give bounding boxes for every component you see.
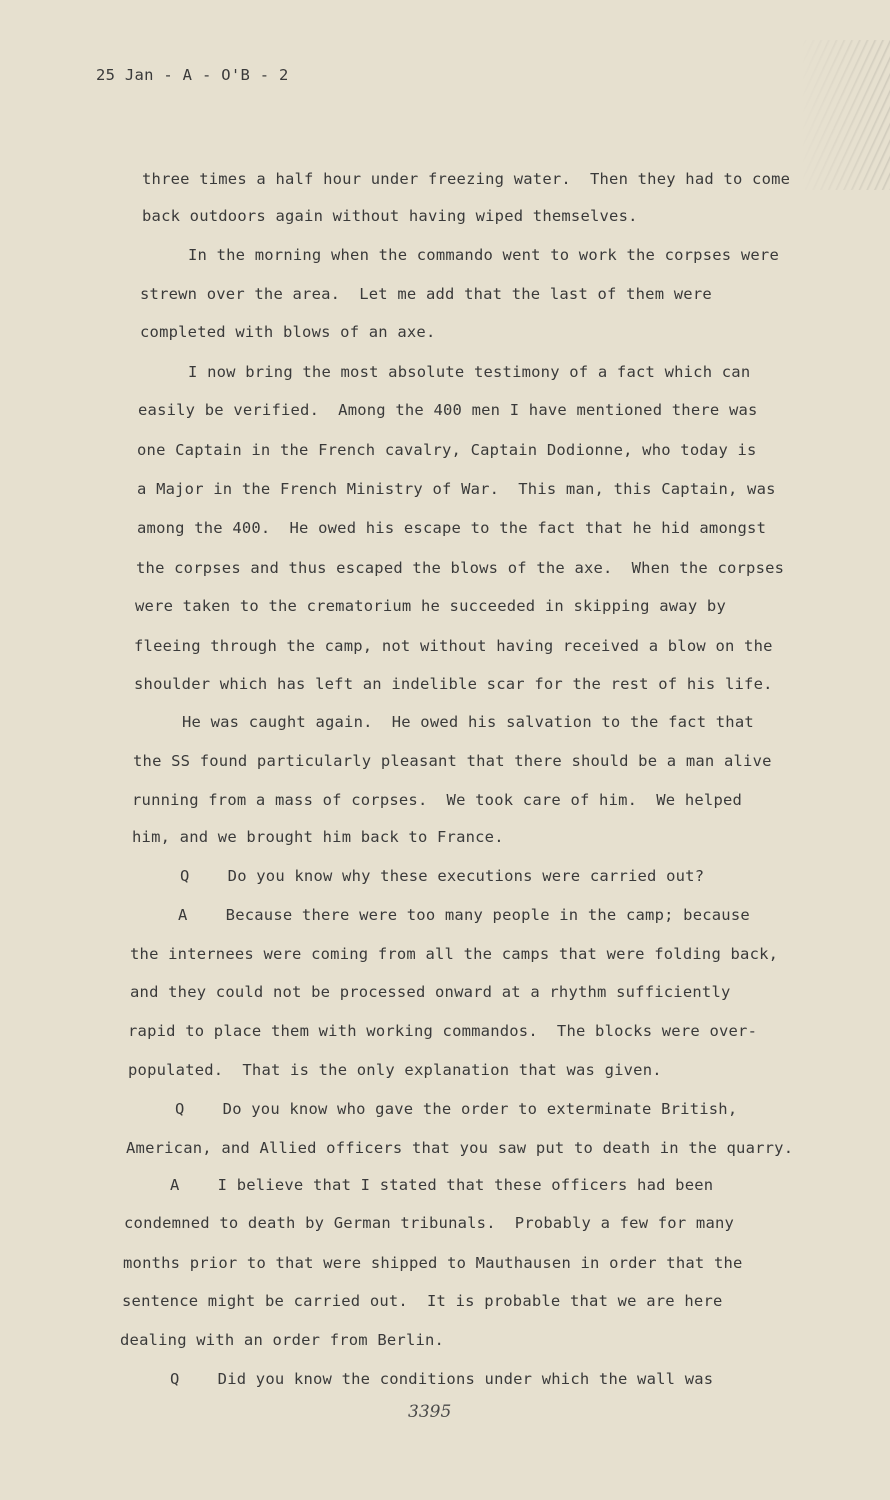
text-line: and they could not be processed onward at a rhythm sufficiently xyxy=(130,983,731,1001)
page-edge-wear xyxy=(800,40,890,190)
text-line: shoulder which has left an indelible scar for the rest of his life. xyxy=(134,675,773,693)
text-line: I now bring the most absolute testimony of a fact which can xyxy=(188,363,751,381)
text-line: dealing with an order from Berlin. xyxy=(120,1331,445,1349)
text-line: a Major in the French Ministry of War. This man, this Captain, was xyxy=(137,480,776,498)
page-header: 25 Jan - A - O'B - 2 xyxy=(96,66,289,84)
text-line: among the 400. He owed his escape to the fact that he hid amongst xyxy=(137,519,767,537)
text-line: A I believe that I stated that these officers had been xyxy=(170,1176,714,1194)
text-line: He was caught again. He owed his salvation to the fact that xyxy=(182,713,754,731)
text-line: fleeing through the camp, not without having received a blow on the xyxy=(134,637,773,655)
text-line: the corpses and thus escaped the blows of the axe. When the corpses xyxy=(136,559,785,577)
text-line: Q Do you know why these executions were carried out? xyxy=(180,867,705,885)
text-line: rapid to place them with working commandos. The blocks were over- xyxy=(128,1022,758,1040)
text-line: back outdoors again without having wiped themselves. xyxy=(142,207,638,225)
text-line: months prior to that were shipped to Mauthausen in order that the xyxy=(123,1254,743,1272)
text-line: the internees were coming from all the camps that were folding back, xyxy=(130,945,779,963)
text-line: strewn over the area. Let me add that the last of them were xyxy=(140,285,712,303)
text-line: A Because there were too many people in the camp; because xyxy=(178,906,750,924)
text-line: condemned to death by German tribunals. Probably a few for many xyxy=(124,1214,735,1232)
text-line: him, and we brought him back to France. xyxy=(132,828,504,846)
text-line: Q Did you know the conditions under which the wall was xyxy=(170,1370,714,1388)
text-line: In the morning when the commando went to work the corpses were xyxy=(188,246,779,264)
text-line: the SS found particularly pleasant that there should be a man alive xyxy=(133,752,772,770)
text-line: one Captain in the French cavalry, Captain Dodionne, who today is xyxy=(137,441,757,459)
text-line: easily be verified. Among the 400 men I have mentioned there was xyxy=(138,401,758,419)
text-line: were taken to the crematorium he succeeded in skipping away by xyxy=(135,597,726,615)
page-number: 3395 xyxy=(408,1402,452,1422)
text-line: populated. That is the only explanation that was given. xyxy=(128,1061,662,1079)
text-line: running from a mass of corpses. We took care of him. We helped xyxy=(132,791,743,809)
text-line: completed with blows of an axe. xyxy=(140,323,436,341)
text-line: American, and Allied officers that you saw put to death in the quarry. xyxy=(126,1139,794,1157)
text-line: sentence might be carried out. It is probable that we are here xyxy=(122,1292,723,1310)
text-line: Q Do you know who gave the order to exterminate British, xyxy=(175,1100,738,1118)
text-line: three times a half hour under freezing water. Then they had to come xyxy=(142,170,791,188)
